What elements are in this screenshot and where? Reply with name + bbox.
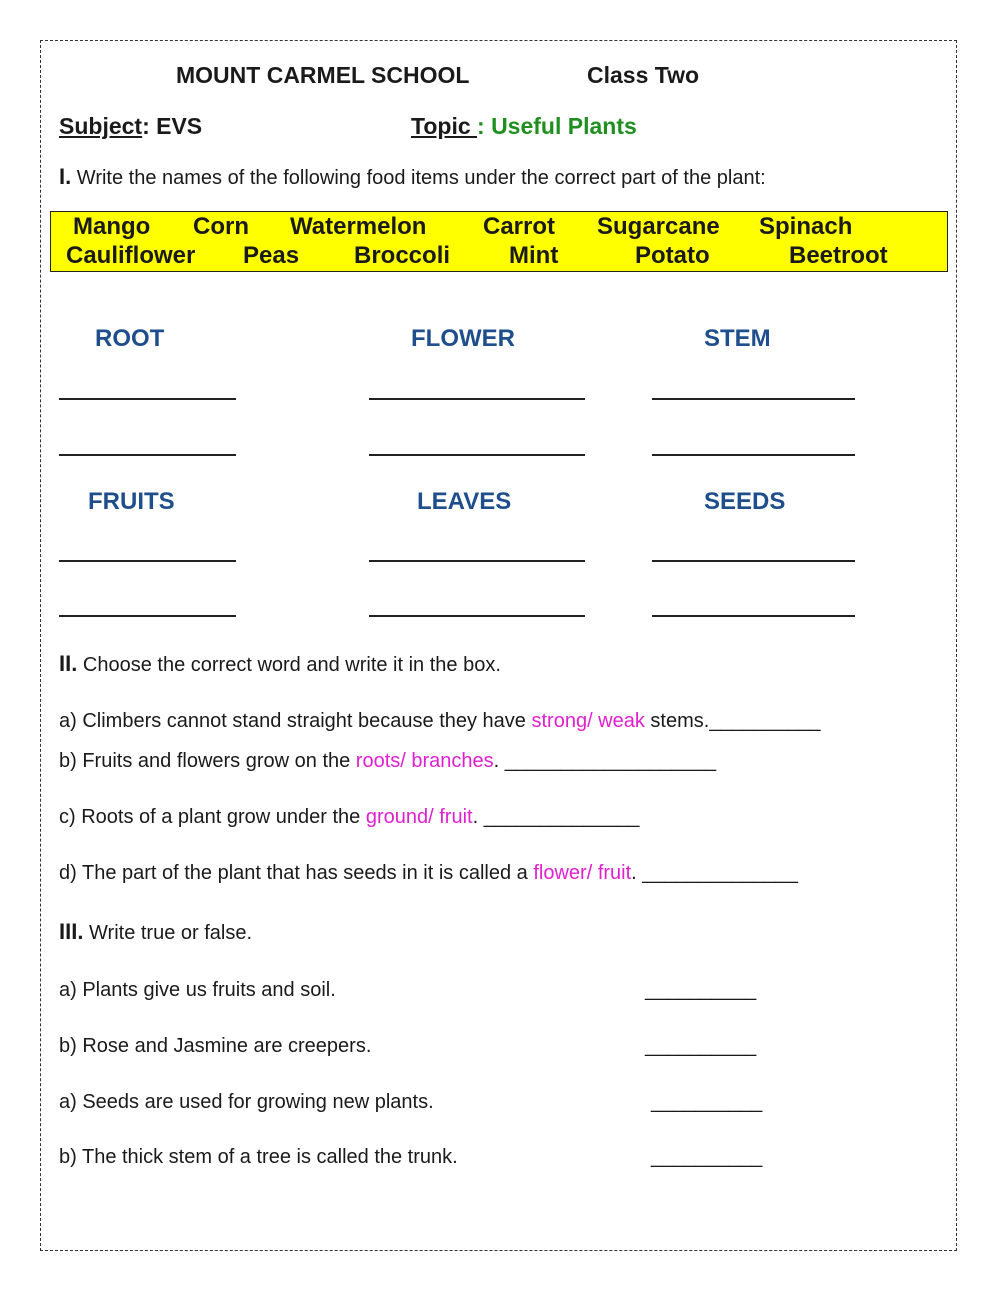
- section1-heading: [59, 164, 766, 190]
- question-options: roots/ branches: [355, 750, 494, 772]
- word-item: Peas: [243, 242, 300, 269]
- section2-instruction: Choose the correct word and write it in the box.: [82, 654, 501, 676]
- word-item: Mango: [73, 213, 151, 240]
- choice-question: [59, 806, 639, 829]
- true-false-statement: a) Seeds are used for growing new plants.: [59, 1091, 434, 1113]
- answer-line[interactable]: [369, 560, 585, 562]
- choice-question: [59, 710, 821, 733]
- true-false-blank[interactable]: __________: [645, 1035, 757, 1057]
- word-item: Corn: [193, 213, 249, 240]
- true-false-statement: a) Plants give us fruits and soil.: [59, 979, 336, 1001]
- category-flower: FLOWER: [411, 325, 515, 352]
- word-item: Carrot: [483, 213, 556, 240]
- answer-line[interactable]: [652, 560, 855, 562]
- answer-line[interactable]: [652, 398, 855, 400]
- choice-question: [59, 862, 798, 885]
- word-item: Cauliflower: [66, 242, 196, 269]
- answer-line[interactable]: [59, 398, 236, 400]
- word-item: Spinach: [759, 213, 853, 240]
- section2-number: II.: [59, 651, 78, 676]
- true-false-blank[interactable]: __________: [645, 979, 757, 1001]
- category-seeds: SEEDS: [704, 488, 786, 515]
- question-text: b) Fruits and flowers grow on the: [59, 750, 356, 772]
- answer-line[interactable]: [59, 454, 236, 456]
- answer-line[interactable]: [652, 454, 855, 456]
- question-blank[interactable]: . ___________________: [493, 750, 717, 772]
- word-bank: [50, 211, 948, 272]
- word-item: Broccoli: [354, 242, 451, 269]
- true-false-blank[interactable]: __________: [651, 1146, 763, 1168]
- answer-line[interactable]: [59, 560, 236, 562]
- category-root: ROOT: [95, 325, 165, 352]
- answer-line[interactable]: [652, 615, 855, 617]
- section3-instruction: Write true or false.: [89, 922, 253, 944]
- topic-line: [411, 113, 637, 140]
- subject-label: Subject: [59, 113, 143, 139]
- word-item: Beetroot: [789, 242, 888, 269]
- word-item: Watermelon: [290, 213, 427, 240]
- question-text: d) The part of the plant that has seeds in it is called a: [59, 862, 534, 884]
- word-item: Mint: [509, 242, 559, 269]
- question-text: a) Climbers cannot stand straight because they have: [59, 710, 532, 732]
- question-blank[interactable]: . ______________: [472, 806, 640, 828]
- subject-value: : EVS: [142, 113, 203, 139]
- word-item: Potato: [635, 242, 710, 269]
- subject-line: [59, 113, 202, 140]
- true-false-statement: b) Rose and Jasmine are creepers.: [59, 1035, 372, 1057]
- question-blank[interactable]: stems.__________: [644, 710, 821, 732]
- topic-value: : Useful Plants: [477, 113, 637, 139]
- true-false-blank[interactable]: __________: [651, 1091, 763, 1113]
- question-blank[interactable]: . ______________: [631, 862, 799, 884]
- answer-line[interactable]: [369, 398, 585, 400]
- section1-number: I.: [59, 164, 72, 189]
- category-fruits: FRUITS: [88, 488, 175, 515]
- section3-heading: [59, 919, 252, 945]
- category-stem: STEM: [704, 325, 771, 352]
- school-name: MOUNT CARMEL SCHOOL: [176, 62, 470, 88]
- category-leaves: LEAVES: [417, 488, 512, 515]
- topic-label: Topic: [411, 113, 478, 139]
- answer-line[interactable]: [369, 615, 585, 617]
- question-options: ground/ fruit: [365, 806, 473, 828]
- question-options: strong/ weak: [531, 710, 645, 732]
- true-false-statement: b) The thick stem of a tree is called the trunk.: [59, 1146, 458, 1168]
- section2-heading: [59, 651, 501, 677]
- section1-instruction: Write the names of the following food items under the correct part of the plant:: [76, 167, 766, 189]
- question-options: flower/ fruit: [533, 862, 632, 884]
- section3-number: III.: [59, 919, 84, 944]
- answer-line[interactable]: [369, 454, 585, 456]
- word-item: Sugarcane: [597, 213, 720, 240]
- answer-line[interactable]: [59, 615, 236, 617]
- class-name: Class Two: [587, 62, 700, 88]
- choice-question: [59, 750, 716, 773]
- question-text: c) Roots of a plant grow under the: [59, 806, 366, 828]
